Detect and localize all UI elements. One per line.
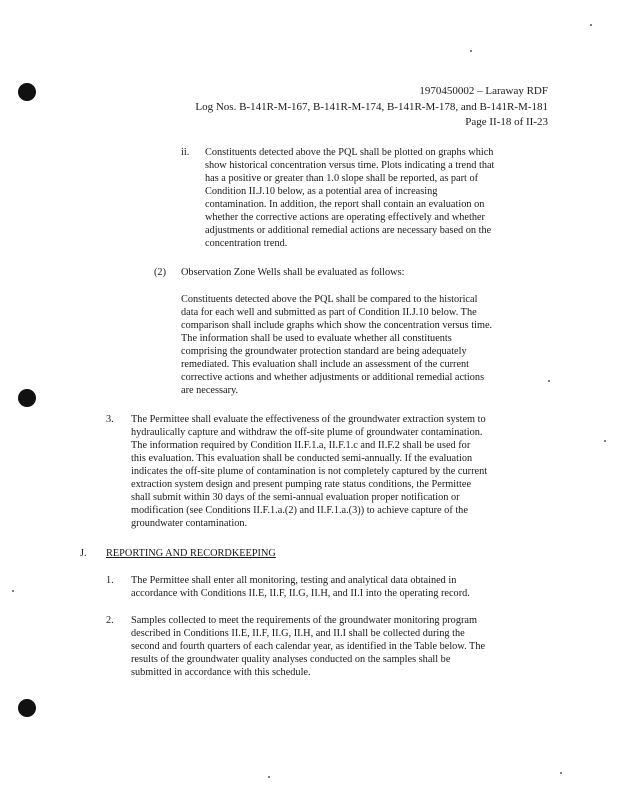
item-2-intro [181, 266, 404, 279]
document-header [195, 84, 548, 131]
item-3-marker: 3. [106, 414, 114, 425]
text-line: The information shall be used to evaluate whether all constituents [181, 333, 452, 344]
j-item-2-marker: 2. [106, 615, 114, 626]
text-line: data for each well and submitted as part of Condition II.J.10 below. The [181, 307, 477, 318]
section-j-marker: J. [80, 548, 87, 559]
text-line: shall submit within 30 days of the semi-annual evaluation proper notification or [131, 492, 460, 503]
text-line: comprising the groundwater protection standard are being adequately [181, 346, 467, 357]
text-line: indicates the off-site plume of contamination is not completely captured by the current [131, 466, 488, 477]
text-line: has a positive or greater than 1.0 slope shall be reported, as part of [205, 173, 479, 184]
text-line: adjustments or additional remedial actions are necessary based on the [205, 225, 492, 236]
text-line: modification (see Conditions II.F.1.a.(2) and II.F.1.a.(3)) to achieve capture of the [131, 505, 468, 516]
text-line: hydraulically capture and withdraw the off-site plume of groundwater contamination. [131, 427, 483, 438]
text-line: are necessary. [181, 385, 239, 396]
text-line: submitted in accordance with this schedule. [131, 667, 311, 678]
text-line: accordance with Conditions II.E, II.F, II.G, II.H, and II.I into the operating record. [131, 588, 470, 599]
scan-speck [604, 440, 606, 442]
text-line: Condition II.J.10 below, as a potential area of increasing [205, 186, 438, 197]
j-item-1-text [131, 574, 470, 600]
text-line: results of the groundwater quality analyses conducted on the samples shall be [131, 654, 451, 665]
text-line: The Permittee shall evaluate the effectiveness of the groundwater extraction system to [131, 414, 486, 425]
text-line: concentration trend. [205, 238, 288, 249]
punch-hole-middle [18, 389, 36, 407]
text-line: comparison shall include graphs which show the concentration versus time. [181, 320, 493, 331]
scan-speck [268, 776, 270, 778]
header-page-number: Page II-18 of II-23 [465, 116, 548, 128]
header-log-numbers: Log Nos. B-141R-M-167, B-141R-M-174, B-141R-M-178, and B-141R-M-181 [195, 100, 548, 113]
section-j-title: REPORTING AND RECORDKEEPING [106, 548, 276, 559]
text-line: this evaluation. This evaluation shall be conducted semi-annually. If the evaluation [131, 453, 473, 464]
item-ii-text [205, 146, 494, 250]
text-line: The information required by Condition II.F.1.a, II.F.1.c and II.F.2 shall be used for [131, 440, 471, 451]
text-line: Constituents detected above the PQL shall be compared to the historical [181, 294, 478, 305]
text-line: The Permittee shall enter all monitoring, testing and analytical data obtained in [131, 575, 457, 586]
text-line: contamination. In addition, the report shall contain an evaluation on [205, 199, 485, 210]
scan-speck [560, 772, 562, 774]
item-ii-marker: ii. [181, 147, 190, 158]
item-2-marker: (2) [154, 267, 167, 278]
scan-speck [470, 50, 472, 52]
item-2-text [181, 293, 492, 397]
text-line: groundwater contamination. [131, 518, 248, 529]
j-item-2-text [131, 614, 485, 679]
text-line: whether the corrective actions are operating effectively and whether [205, 212, 485, 223]
text-line: Observation Zone Wells shall be evaluated as follows: [181, 267, 405, 278]
text-line: corrective actions and whether adjustments or additional remedial actions [181, 372, 485, 383]
text-line: remediated. This evaluation shall include an assessment of the current [181, 359, 470, 370]
text-line: Constituents detected above the PQL shall be plotted on graphs which [205, 147, 494, 158]
punch-hole-top [18, 83, 36, 101]
text-line: second and fourth quarters of each calendar year, as identified in the Table below. The [131, 641, 486, 652]
text-line: extraction system design and present pumping rate status conditions, the Permittee [131, 479, 472, 490]
j-item-1-marker: 1. [106, 575, 114, 586]
scan-speck [590, 24, 592, 26]
text-line: Samples collected to meet the requirements of the groundwater monitoring program [131, 615, 477, 626]
item-3-text [131, 413, 487, 530]
scan-speck [548, 380, 550, 382]
scan-speck [12, 590, 14, 592]
punch-hole-bottom [18, 699, 36, 717]
header-document-id: 1970450002 – Laraway RDF [419, 85, 548, 97]
text-line: described in Conditions II.E, II.F, II.G, II.H, and II.I shall be collected during the [131, 628, 465, 639]
text-line: show historical concentration versus time. Plots indicating a trend that [205, 160, 495, 171]
